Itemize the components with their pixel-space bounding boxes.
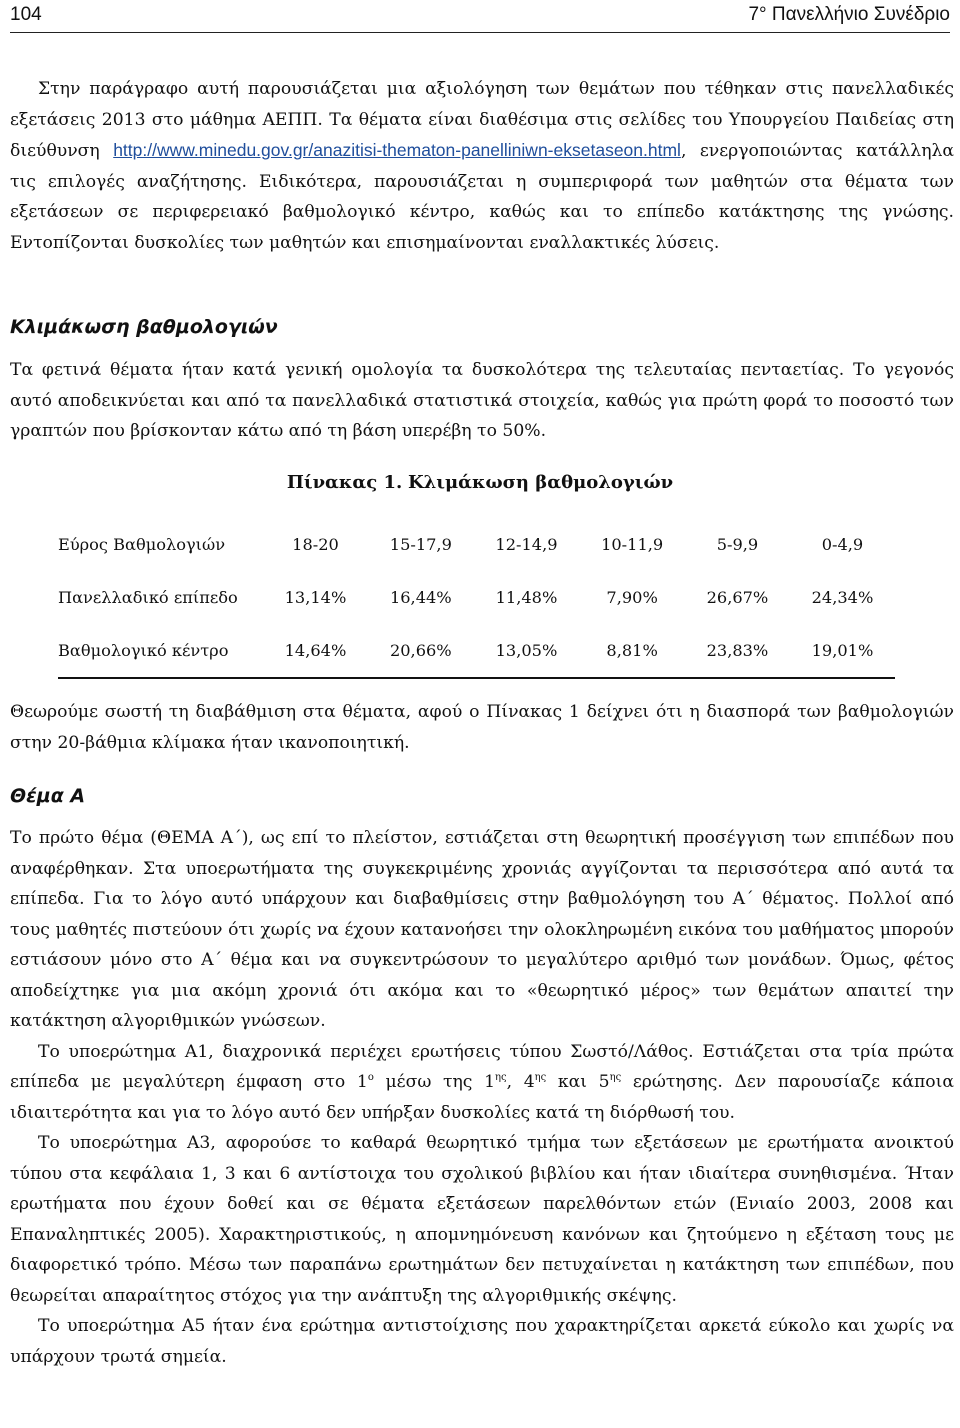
scores-table xyxy=(58,518,895,679)
section-heading-theme-a: Θέμα Α xyxy=(10,785,86,807)
table-cell: 18-20 xyxy=(292,535,339,554)
table-cell: 8,81% xyxy=(579,624,685,678)
p2-text-b: μέσω της 1 xyxy=(373,1072,496,1092)
table-row xyxy=(58,624,895,678)
conference-title: 7° Πανελλήνιο Συνέδριο xyxy=(748,4,950,25)
theme-a-paragraph-4: Το υποερώτημα Α5 ήταν ένα ερώτημα αντιστοίχισης που χαρακτηρίζεται αρκετά εύκολο και χωρίς να υπάρχουν τρωτά σημεία. xyxy=(10,1316,954,1367)
table-row xyxy=(58,571,895,624)
superscript: ο xyxy=(367,1072,374,1083)
scaling-paragraph xyxy=(10,355,954,447)
table-cell: 15-17,9 xyxy=(389,535,452,554)
superscript: ης xyxy=(495,1072,507,1083)
p2-text-a: Το υποερώτημα Α1, διαχρονικά περιέχει ερωτήσεις τύπου Σωστό/Λάθος. Εστιάζεται στα τρία πρώτα επίπεδα με μεγαλύτερη έμφαση στο 1 xyxy=(10,1041,954,1092)
table-cell: 16,44% xyxy=(389,588,452,607)
scaling-text: Τα φετινά θέματα ήταν κατά γενική ομολογία τα δυσκολότερα της τελευταίας πενταετίας. Το γεγονός αυτό αποδεικνύεται και από τα πανελλαδικά στατιστικά στοιχεία, καθώς για πρώτη φορά το ποσοστό των γραπτών που βρίσκονταν κάτω από τη βάση υπερέβη το 50%. xyxy=(10,360,954,441)
table-cell: 0-4,9 xyxy=(821,535,864,554)
table-cell: 11,48% xyxy=(495,588,558,607)
table-cell: 5-9,9 xyxy=(716,535,759,554)
section-heading-scaling: Κλιμάκωση βαθμολογιών xyxy=(10,316,278,338)
theme-a-body xyxy=(10,823,954,1372)
after-table-paragraph xyxy=(10,697,954,758)
ministry-link[interactable]: http://www.minedu.gov.gr/anazitisi-thematon-panelliniwn-eksetaseon.html xyxy=(113,140,681,160)
p2-text-c: , 4 xyxy=(506,1072,535,1092)
page-header xyxy=(10,0,950,33)
table-caption-title: Κλιμάκωση βαθμολογιών xyxy=(408,472,674,493)
table-caption-prefix: Πίνακας 1. xyxy=(286,472,403,493)
table-row xyxy=(58,518,895,571)
after-table-text: Θεωρούμε σωστή τη διαβάθμιση στα θέματα, αφού ο Πίνακας 1 δείχνει ότι η διασπορά των βαθμολογιών στην 20-βάθμια κλίμακα ήταν ικανοποιητική. xyxy=(10,702,954,753)
intro-paragraph xyxy=(10,74,954,258)
p2-text-d: και 5 xyxy=(546,1072,610,1092)
table-cell: 14,64% xyxy=(263,624,368,678)
table-cell: 24,34% xyxy=(811,588,874,607)
table-cell: 23,83% xyxy=(685,624,790,678)
table-cell: 20,66% xyxy=(368,624,474,678)
theme-a-paragraph-3: Το υποερώτημα Α3, αφορούσε το καθαρά θεωρητικό τμήμα των εξετάσεων με ερωτήματα ανοικτού τύπου στα κεφάλαια 1, 3 και 6 αντίστοιχα του σχολικού βιβλίου και ήταν ιδιαίτερα συνηθισμένα. Ήταν ερωτήματα που έχουν δοθεί και σε θέματα εξετάσεων παρελθόντων ετών (Ενιαίο 2003, 2008 και Επαναληπτικές 2005). Χαρακτηριστικούς, η απομνημόνευση κανόνων και ζητούμενο η εξέταση τους με διαφορετικό τρόπο. Μέσω των παραπάνω ερωτημάτων δεν πετυχαίνεται η κατάκτηση των επιπέδων, που θεωρείται απαραίτητος στόχος για την ανάπτυξη της αλγοριθμικής σκέψης. xyxy=(10,1133,954,1306)
theme-a-paragraph-1: Το πρώτο θέμα (ΘΕΜΑ Α΄), ως επί το πλείστον, εστιάζεται στη θεωρητική προσέγγιση των επιπέδων που αναφέρθηκαν. Στα υποερωτήματα της συγκεκριμένης χρονιάς αγγίζονται τα περισσότερα από αυτά τα επίπεδα. Για το λόγο αυτό υπάρχουν και διαβαθμίσεις στην βαθμολόγηση του Α΄ θέματος. Πολλοί από τους μαθητές πιστεύουν ότι χωρίς να έχουν κατανοήσει την ολοκληρωμένη εικόνα του μαθήματος μπορούν εστιάσουν μόνο στο Α΄ θέμα και να συγκεντρώσουν το μεγαλύτερο αριθμό των μονάδων. Όμως, φέτος αποδείχτηκε για μια ακόμη χρονιά ότι ακόμα και το «θεωρητικό μέρος» των θεμάτων απαιτεί την κατάκτηση αλγοριθμικών γνώσεων. xyxy=(10,828,954,1031)
table-cell: 26,67% xyxy=(706,588,769,607)
intro-text-end: , ενεργοποιώντας κατάλληλα τις επιλογές αναζήτησης. Ειδικότερα, παρουσιάζεται η συμπεριφορά των μαθητών στα θέματα των εξετάσεων σε περιφερειακό βαθμολογικό κέντρο, καθώς και το επίπεδο κατάκτησης της γνώσης. Εντοπίζονται δυσκολίες των μαθητών και επισημαίνονται εναλλακτικές λύσεις. xyxy=(10,141,954,253)
intro-text-start: Στην παράγραφο αυτή παρουσιάζεται μια αξιολόγηση των θεμάτων που τέθηκαν στις πανελλαδικές εξετάσεις 2013 στο μάθημα ΑΕΠΠ. Τα θέματα είναι διαθέσιμα στις σελίδες του Υπουργείου Παιδείας στη διεύθυνση xyxy=(10,79,954,161)
table-caption xyxy=(0,472,960,493)
table-cell: 13,14% xyxy=(284,588,347,607)
table-cell: 13,05% xyxy=(474,624,580,678)
table-cell: 10-11,9 xyxy=(601,535,664,554)
theme-a-paragraph-2 xyxy=(10,1037,954,1129)
superscript: ης xyxy=(609,1072,622,1083)
page-number: 104 xyxy=(10,4,42,25)
row-label: Βαθμολογικό κέντρο xyxy=(58,624,263,678)
table-cell: 7,90% xyxy=(606,588,658,607)
superscript: ης xyxy=(534,1072,547,1083)
table-cell: 19,01% xyxy=(790,624,895,678)
p2-text-e: ερώτησης. Δεν παρουσίαζε κάποια ιδιαιτερότητα και για το λόγο αυτό δεν υπήρξαν δυσκολίες κατά τη διόρθωσή του. xyxy=(10,1072,954,1123)
row-label: Πανελλαδικό επίπεδο xyxy=(58,588,238,607)
table-cell: 12-14,9 xyxy=(495,535,558,554)
row-label: Εύρος Βαθμολογιών xyxy=(58,535,226,554)
